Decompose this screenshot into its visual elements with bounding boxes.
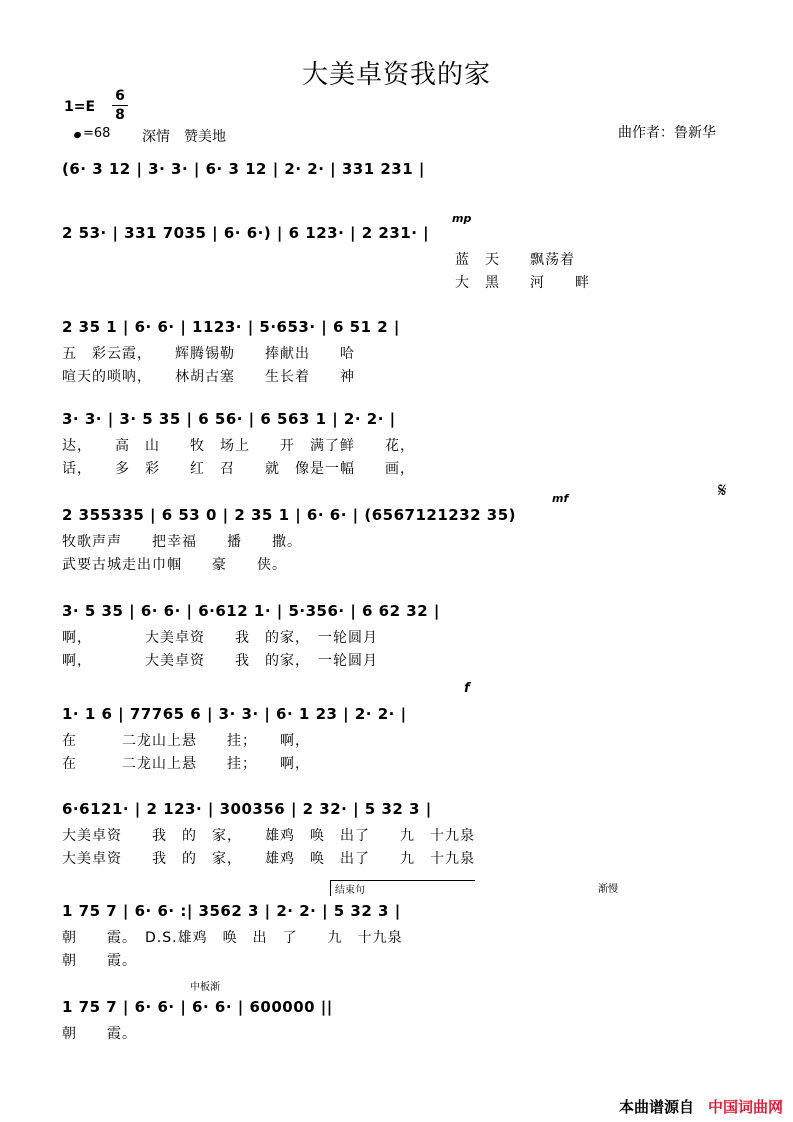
composer-credit: 曲作者：鲁新华 <box>618 125 716 141</box>
melody-line: 1 75 7 | 6· 6· :| 3562 3 | 2· 2· | 5 32 3 | <box>62 902 401 920</box>
lyrics-verse-2: 话， 多 彩 红 召 就 像是一幅 画， <box>62 461 415 477</box>
meter-bottom: 8 <box>115 107 125 123</box>
ending-bracket: 结束句 <box>330 880 475 896</box>
expression-marking: 深情 赞美地 <box>142 129 226 145</box>
lyrics-verse-1: 达， 高 山 牧 场上 开 满了鲜 花， <box>62 438 415 454</box>
lyrics-verse-2: 喧天的唢呐， 林胡古塞 生长着 神 <box>62 369 355 385</box>
source-label: 本曲谱源自 <box>618 1098 694 1116</box>
melody-line: 2 355335 | 6 53 0 | 2 35 1 | 6· 6· | (6567121232 35) <box>62 506 517 524</box>
quarter-note-icon <box>73 131 82 139</box>
source-footer <box>619 1096 783 1117</box>
tempo-slow-marking: 渐慢 <box>598 884 618 895</box>
lyrics-verse-1: 牧歌声声 把幸福 播 撒。 <box>62 534 302 550</box>
melody-line: (6· 3 12 | 3· 3· | 6· 3 12 | 2· 2· | 331 231 | <box>62 160 425 178</box>
melody-line: 2 53· | 331 7035 | 6· 6·) | 6 123· | 2 231· | <box>62 224 430 242</box>
melody-line: 2 35 1 | 6· 6· | 1123· | 5·653· | 6 51 2 | <box>62 318 400 336</box>
source-site-link[interactable]: 中国词曲网 <box>707 1098 783 1116</box>
melody-line: 3· 3· | 3· 5 35 | 6 56· | 6 563 1 | 2· 2· | <box>62 410 396 428</box>
lyrics-verse-1: 啊， 大美卓资 我 的家， 一轮圆月 <box>62 630 378 646</box>
meter-top: 6 <box>115 88 125 104</box>
time-signature <box>112 88 128 123</box>
tempo-marking <box>74 126 110 141</box>
key-signature: 1=E <box>64 99 96 115</box>
melody-line: 3· 5 35 | 6· 6· | 6·612 1· | 5·356· | 6 62 32 | <box>62 602 440 620</box>
lyrics-verse-2: 啊， 大美卓资 我 的家， 一轮圆月 <box>62 653 378 669</box>
lyrics-verse-2: 武要古城走出巾帼 豪 侠。 <box>62 557 287 573</box>
dynamic-f: f <box>464 681 470 696</box>
lyrics-verse-2: 朝 霞。 <box>62 953 137 969</box>
page-title: 大美卓资我的家 <box>301 60 491 90</box>
lyrics-verse-1: 在 二龙山上悬 挂； 啊， <box>62 733 310 749</box>
lyrics-verse-1: 大美卓资 我 的 家， 雄鸡 唤 出了 九 十九泉 <box>62 828 475 844</box>
melody-line: 1 75 7 | 6· 6· | 6· 6· | 600000 || <box>62 998 333 1016</box>
lyrics-verse-1: 朝 霞。 <box>62 1026 137 1042</box>
tempo-value: =68 <box>83 126 111 141</box>
dynamic-mp: mp <box>452 212 472 225</box>
lyrics-verse-1: 蓝 天 飘荡着 <box>455 252 575 268</box>
segno-icon: 𝄋 <box>718 478 727 502</box>
dynamic-mf: mf <box>552 492 569 505</box>
lyrics-verse-1: 朝 霞。 D.S.雄鸡 唤 出 了 九 十九泉 <box>62 930 403 946</box>
tempo-ending-marking: 中板渐 <box>190 982 220 993</box>
lyrics-verse-2: 在 二龙山上悬 挂； 啊， <box>62 756 310 772</box>
melody-line: 1· 1 6 | 77765 6 | 3· 3· | 6· 1 23 | 2· 2· | <box>62 705 407 723</box>
lyrics-verse-2: 大 黑 河 畔 <box>455 275 590 291</box>
lyrics-verse-1: 五 彩云霞， 辉腾锡勒 捧献出 哈 <box>62 346 355 362</box>
lyrics-verse-2: 大美卓资 我 的 家， 雄鸡 唤 出了 九 十九泉 <box>62 851 475 867</box>
melody-line: 6·6121· | 2 123· | 300356 | 2 32· | 5 32 3 | <box>62 800 432 818</box>
